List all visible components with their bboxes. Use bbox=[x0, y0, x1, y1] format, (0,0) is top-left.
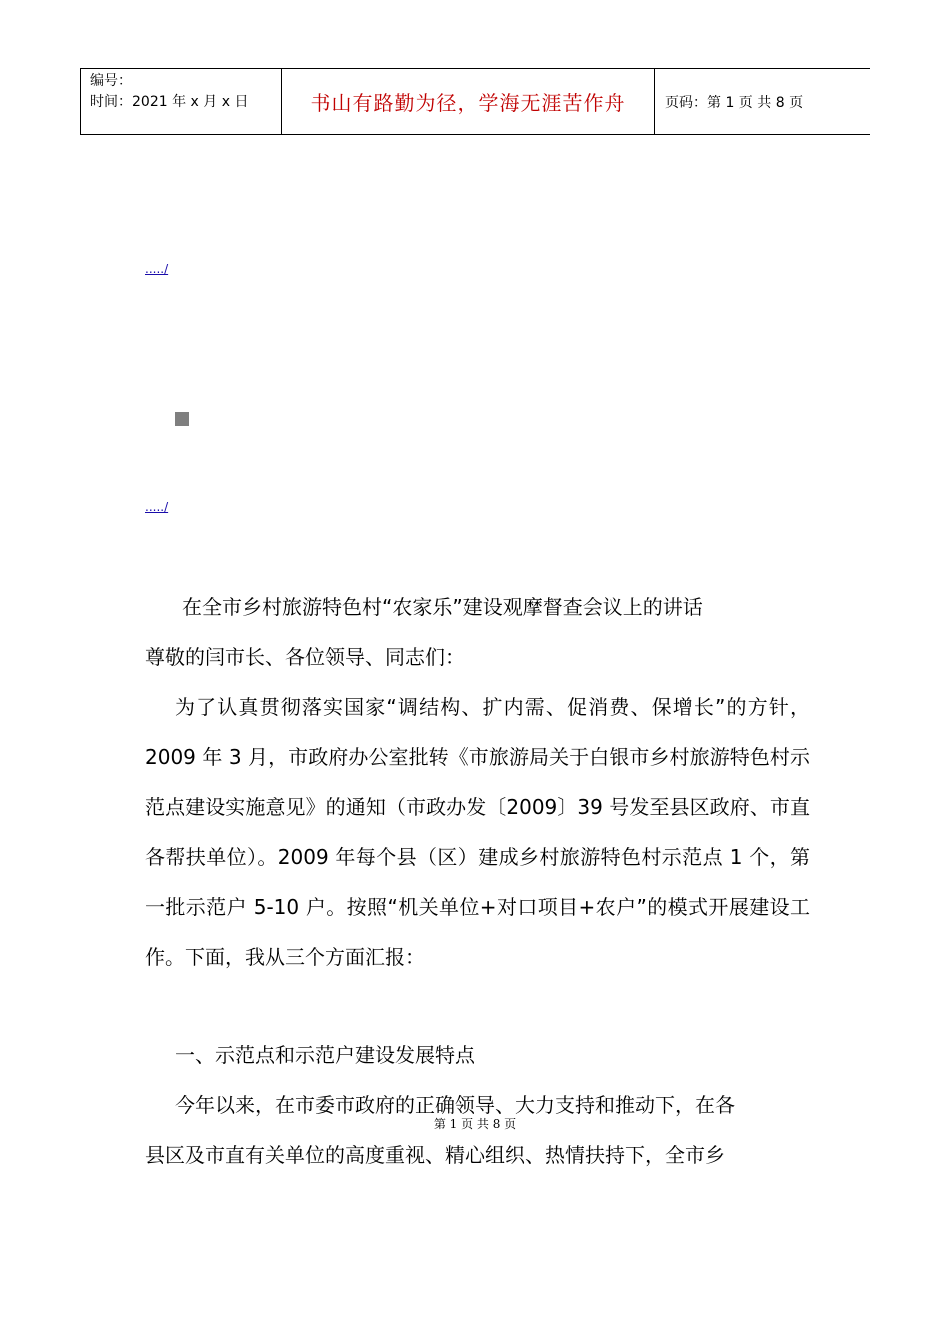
paragraph-1: 为了认真贯彻落实国家“调结构、扩内需、促消费、保增长”的方针，2009 年 3 月，市政府办公室批转《市旅游局关于白银市乡村旅游特色村示范点建设实施意见》的通知（市政办发〔2009〕39 号发至县区政府、市直各帮扶单位）。2009 年每个县（区）建成乡村旅游特色村示范点 1 个，第一批示范户 5-10 户。按照“机关单位+对口项目+农户”的模式开展建设工作。下面，我从三个方面汇报： bbox=[145, 695, 810, 969]
header-info-cell bbox=[81, 69, 282, 134]
page-footer: 第 1 页 共 8 页 bbox=[433, 1117, 517, 1131]
paragraph-2-line-2: 县区及市直有关单位的高度重视、精心组织、热情扶持下，全市乡 bbox=[145, 1143, 725, 1167]
image-placeholder-icon bbox=[175, 412, 189, 426]
header-motto-cell bbox=[282, 69, 655, 134]
header-page-cell bbox=[655, 69, 870, 134]
section-1-heading: 一、示范点和示范户建设发展特点 bbox=[175, 1043, 475, 1067]
salutation: 尊敬的闫市长、各位领导、同志们： bbox=[145, 645, 465, 669]
paragraph-2-line-1: 今年以来，在市委市政府的正确领导、大力支持和推动下，在各 bbox=[175, 1093, 735, 1117]
time-label: 时间：2021 年 x 月 x 日 bbox=[90, 94, 249, 110]
dotted-link-2[interactable]: ...../ bbox=[145, 500, 169, 514]
page-number-label: 页码：第 1 页 共 8 页 bbox=[665, 94, 804, 111]
paragraph-1-container bbox=[145, 682, 810, 982]
dotted-link-1[interactable]: ...../ bbox=[145, 262, 169, 276]
header-table bbox=[80, 68, 870, 135]
serial-number-label: 编号： bbox=[90, 73, 132, 89]
document-title: 在全市乡村旅游特色村“农家乐”建设观摩督查会议上的讲话 bbox=[182, 595, 703, 619]
motto-text: 书山有路勤为径，学海无涯苦作舟 bbox=[310, 91, 626, 115]
